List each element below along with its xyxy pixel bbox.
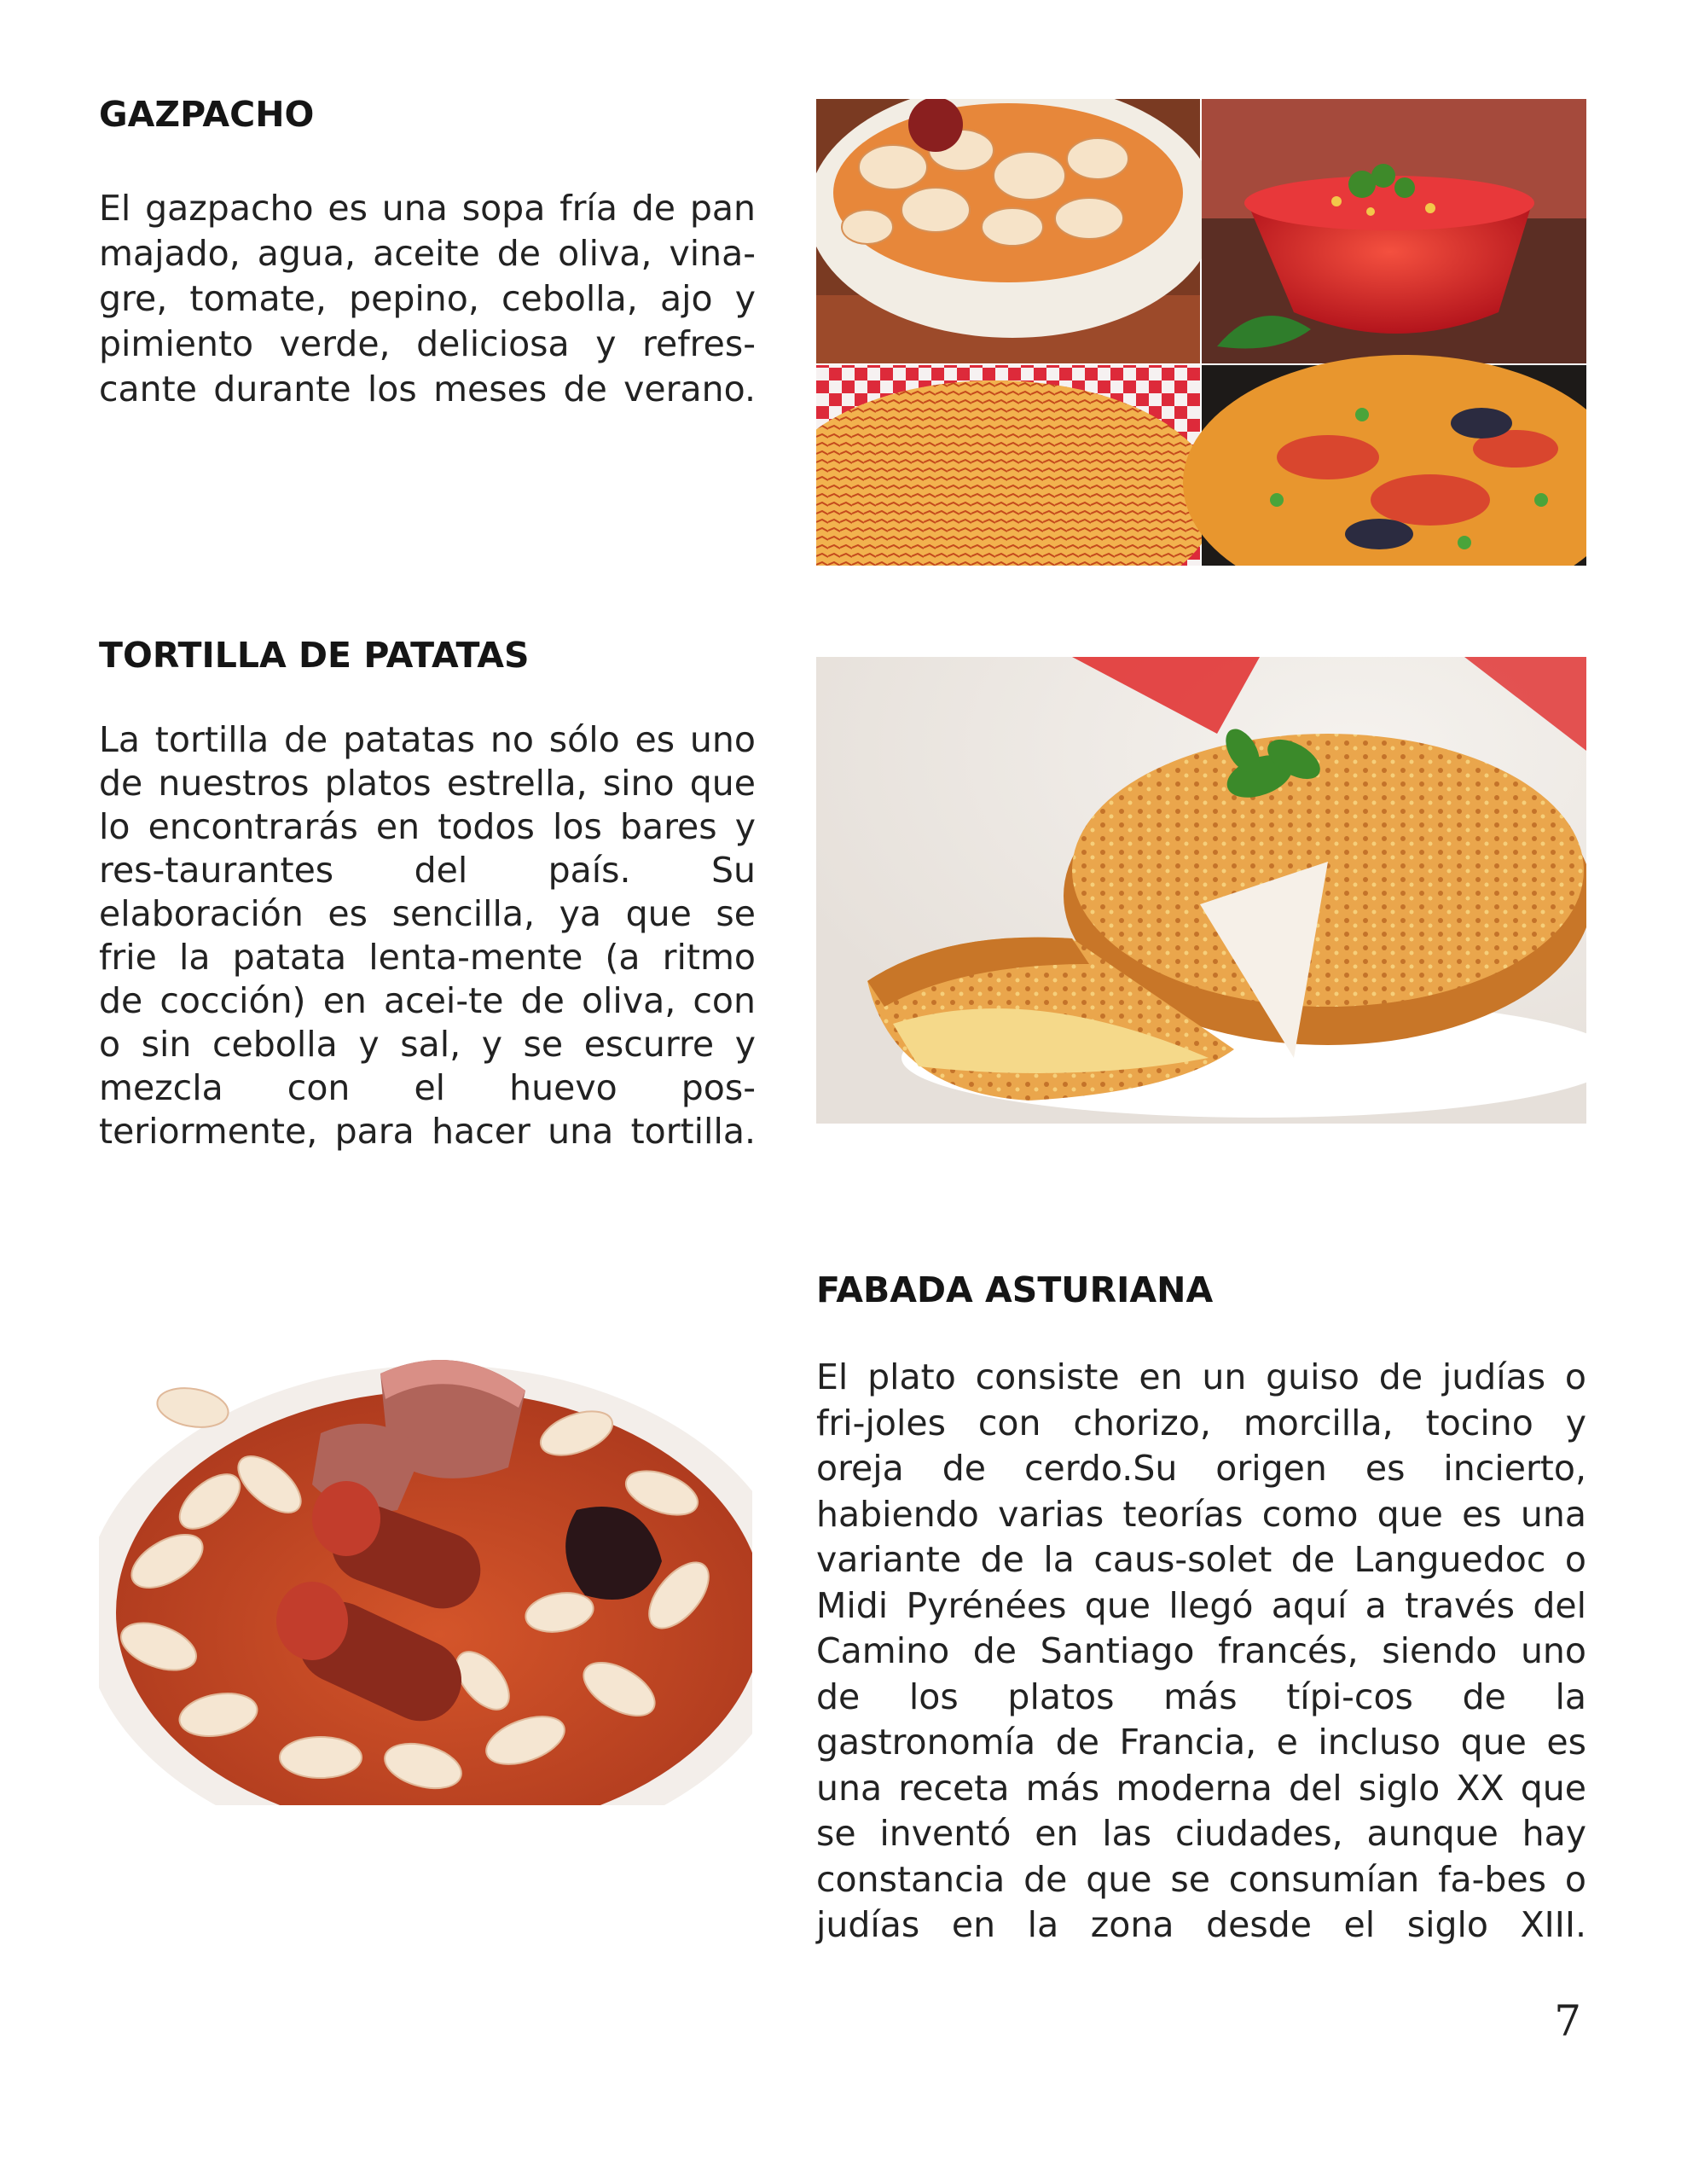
section-body-tortilla: La tortilla de patatas no sólo es uno de nuestros platos estrella, sino que lo encontrarás en todos los bares y res-taurantes del país. Su elaboración es sencilla, ya que se frie la patata lenta-mente (a ritmo de cocción) en acei-te de oliva, con o sin cebolla y sal, y se escurre y mezcla con el huevo pos-teriormente, para hacer una tortilla. xyxy=(99,719,756,1152)
section-title-gazpacho: GAZPACHO xyxy=(99,94,315,135)
section-title-fabada: FABADA ASTURIANA xyxy=(816,1269,1214,1310)
fabada-stew-image xyxy=(99,1339,752,1805)
collage-of-spanish-dishes-image xyxy=(816,99,1586,566)
section-body-gazpacho: El gazpacho es una sopa fría de pan majado, agua, aceite de oliva, vina-gre, tomate, pepino, cebolla, ajo y pimiento verde, deliciosa y refres-cante durante los meses de verano. xyxy=(99,188,756,410)
section-title-tortilla: TORTILLA DE PATATAS xyxy=(99,635,530,676)
section-body-fabada: El plato consiste en un guiso de judías o fri-joles con chorizo, morcilla, tocino y oreja de cerdo.Su origen es incierto, habiendo varias teorías como que es una variante de la caus-solet de Languedoc o Midi Pyrénées que llegó aquí a través del Camino de Santiago francés, siendo uno de los platos más típi-cos de la gastronomía de Francia, e incluso que es una receta más moderna del siglo XX que se inventó en las ciudades, aunque hay constancia de que se consumían fa-bes o judías en la zona desde el siglo XIII. xyxy=(816,1356,1586,1945)
page-number: 7 xyxy=(1554,1996,1581,2046)
spanish-omelette-image xyxy=(816,657,1586,1124)
